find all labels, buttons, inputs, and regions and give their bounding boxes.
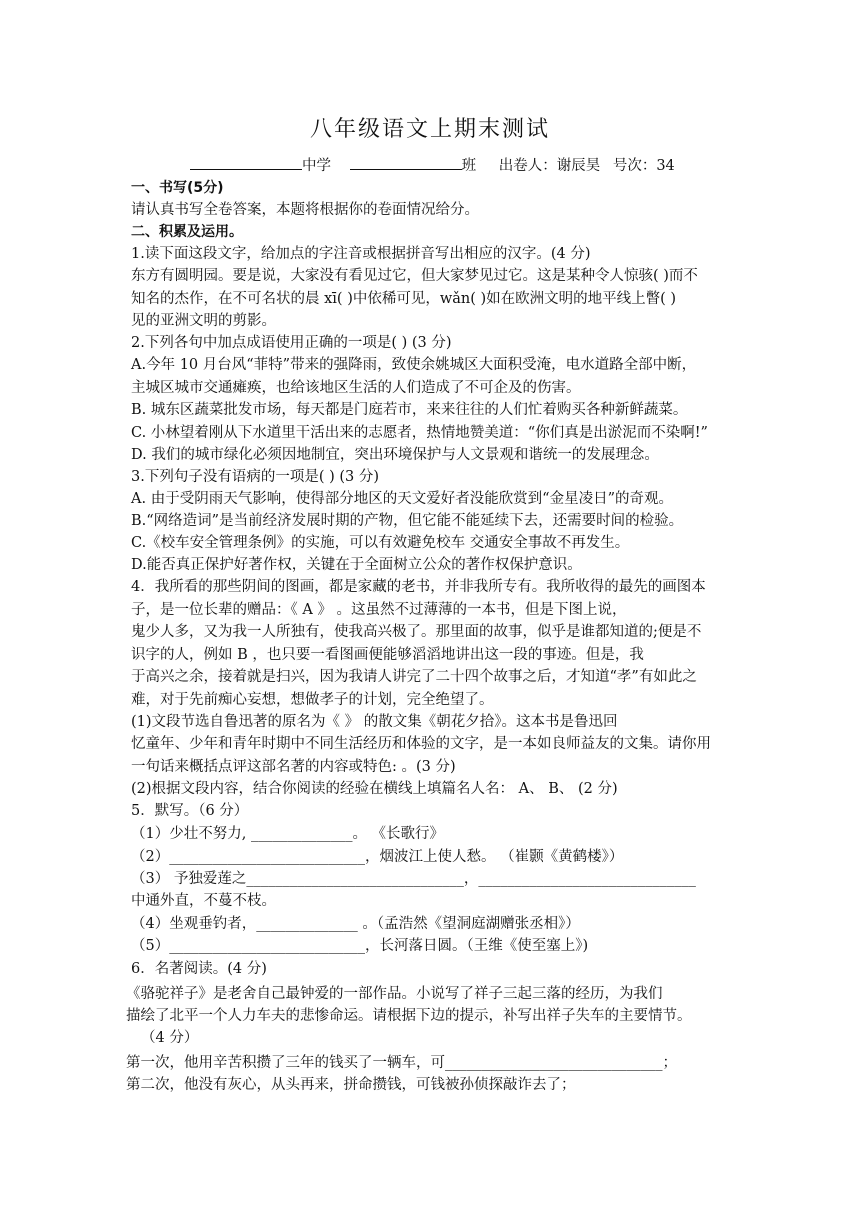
text-line: 识字的人，例如 B ，也只要一看图画便能够滔滔地讲出这一段的事迹。但是，我: [131, 647, 644, 663]
text-line: 见的亚洲文明的剪影。: [131, 313, 276, 329]
text-line: 第一次，他用辛苦积攒了三年的钱买了一辆车，可______________________________；: [126, 1055, 677, 1071]
text-line: 1.读下面这段文字，给加点的字注音或根据拼音写出相应的汉字。(4 分): [131, 246, 591, 262]
text-line: （5）___________________________，长河落日圆。（王维《使至塞上》): [131, 938, 589, 954]
class-blank[interactable]: [350, 154, 462, 170]
text-line: A. 由于受阴雨天气影响，使得部分地区的天文爱好者没能欣赏到“金星凌日”的奇观。: [131, 491, 674, 507]
text-line: 3.下列句子没有语病的一项是( ) (3 分): [131, 469, 380, 485]
text-line: 2.下列各句中加点成语使用正确的一项是( ) (3 分): [131, 335, 452, 351]
seat-label: 号次：34: [612, 158, 675, 174]
text-line: （4）坐观垂钓者，______________ 。（孟浩然《望洞庭湖赠张丞相》）: [131, 916, 580, 932]
text-line: 鬼少人多，又为我一人所独有，使我高兴极了。那里面的故事，似乎是谁都知道的;便是不: [131, 624, 702, 640]
text-line: 子，是一位长辈的赠品：《 A 》 。这虽然不过薄薄的一本书，但是下图上说，: [131, 602, 627, 618]
text-line: A.今年 10 月台风“菲特”带来的强降雨，致使余姚城区大面积受淹，电水道路全部中断，: [131, 357, 697, 373]
text-line: 6．名著阅读。(4 分): [131, 961, 267, 977]
text-line: C. 小林望着刚从下水道里干活出来的志愿者，热情地赞美道：“你们真是出淤泥而不染啊!”: [131, 425, 708, 441]
author-label: 出卷人：谢辰昊: [498, 158, 601, 174]
text-line: （1）少壮不努力, ______________。 《长歌行》: [131, 826, 445, 842]
text-line: B. 城东区蔬菜批发市场，每天都是门庭若市，来来往往的人们忙着购买各种新鲜蔬菜。: [131, 402, 688, 418]
text-line: （3） 予独爱莲之______________________________，______________________________: [131, 871, 696, 887]
text-line: (2)根据文段内容，结合你阅读的经验在横线上填篇名人名： A、 B、 (2 分): [131, 781, 618, 797]
exam-title: 八年级语文上期末测试: [309, 117, 550, 142]
text-line: 中通外直，不蔓不枝。: [131, 893, 276, 909]
text-line: 5．默写。（6 分）: [131, 803, 249, 819]
text-line: 4．我所看的那些阴间的图画，都是家藏的老书，并非我所专有。我所收得的最先的画图本: [131, 579, 706, 595]
text-line: 难，对于先前痴心妄想，想做孝子的计划，完全绝望了。: [131, 692, 494, 708]
text-line: 知名的杰作，在不可名状的晨 xī( )中依稀可见，wǎn( )如在欧洲文明的地平线上瞥( ): [131, 291, 677, 307]
school-suffix: 中学: [302, 158, 331, 174]
text-line: 请认真书写全卷答案，本题将根据你的卷面情况给分。: [131, 202, 479, 218]
text-line: （2）___________________________，烟波江上使人愁。 （崔颢《黄鹤楼》）: [131, 849, 624, 865]
text-line: C.《校车安全管理条例》的实施，可以有效避免校车 交通安全事故不再发生。: [131, 535, 630, 551]
text-line: 一句话来概括点评这部名著的内容或特色: 。(3 分): [131, 759, 456, 775]
header-info-line: [190, 154, 792, 174]
class-suffix: 班: [461, 158, 477, 174]
text-line: 于高兴之余，接着就是扫兴，因为我请人讲完了二十四个故事之后，才知道“孝”有如此之: [131, 669, 697, 685]
text-line: 忆童年、少年和青年时期中不同生活经历和体验的文字，是一本如良师益友的文集。请你用: [131, 736, 711, 752]
text-line: D. 我们的城市绿化必须因地制宜，突出环境保护与人文景观和谐统一的发展理念。: [131, 447, 659, 463]
text-line: 二、积累及运用。: [131, 224, 243, 240]
text-line: 描绘了北平一个人力车夫的悲惨命运。请根据下边的提示，补写出祥子失车的主要情节。: [126, 1008, 692, 1024]
text-line: 第二次，他没有灰心，从头再来，拼命攒钱，可钱被孙侦探敲诈去了；: [126, 1077, 576, 1093]
text-line: 一、书写(5分): [131, 180, 224, 196]
text-line: B.“网络造词”是当前经济发展时期的产物，但它能不能延续下去，还需要时间的检验。: [131, 513, 684, 529]
school-blank[interactable]: [190, 154, 302, 170]
text-line: 东方有圆明园。要是说，大家没有看见过它，但大家梦见过它。这是某种令人惊骇( )而不: [131, 268, 698, 284]
text-line: （4 分）: [141, 1030, 199, 1046]
text-line: D.能否真正保护好著作权，关键在于全面树立公众的著作权保护意识。: [131, 557, 582, 573]
text-line: 《骆驼祥子》是老舍自己最钟爱的一部作品。小说写了祥子三起三落的经历，为我们: [126, 986, 663, 1002]
text-line: 主城区城市交通瘫痪，也给该地区生活的人们造成了不可企及的伤害。: [131, 380, 581, 396]
text-line: (1)文段节选自鲁迅著的原名为《 》 的散文集《朝花夕拾》。这本书是鲁迅回: [131, 714, 618, 730]
